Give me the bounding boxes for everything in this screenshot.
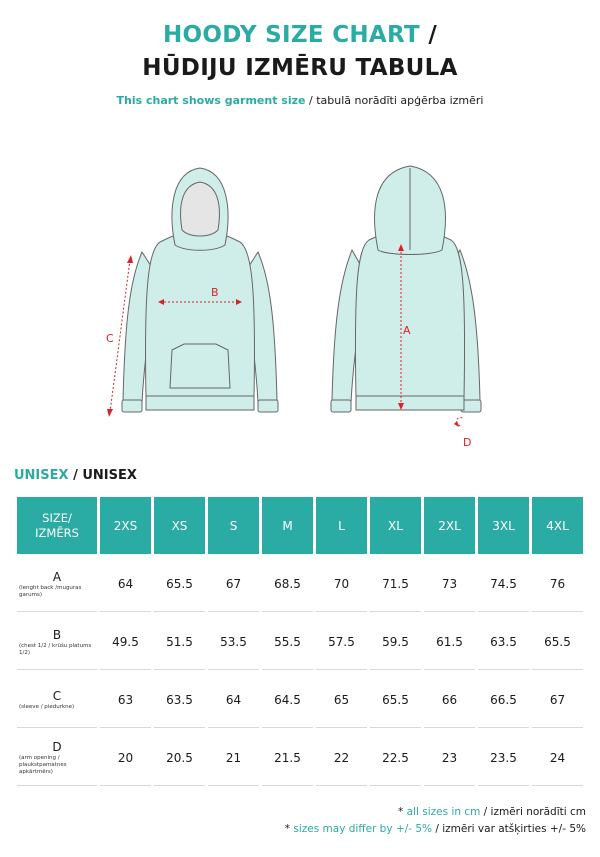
row-description: (chest 1/2 / krūšu platums 1/2) bbox=[19, 642, 92, 656]
table-cell: 63 bbox=[100, 673, 151, 728]
arrow-c-head-bottom bbox=[107, 409, 113, 417]
hood-opening bbox=[181, 182, 220, 236]
size-header-row bbox=[17, 497, 583, 554]
section-title-latvian: / UNISEX bbox=[68, 468, 137, 483]
size-header: 4XL bbox=[532, 497, 583, 554]
row-key: C bbox=[52, 689, 62, 703]
table-cell: 61.5 bbox=[424, 615, 475, 670]
note-star: * bbox=[284, 823, 294, 835]
back-left-cuff bbox=[331, 400, 351, 412]
back-hem bbox=[356, 396, 464, 410]
table-cell: 65.5 bbox=[370, 673, 421, 728]
table-cell: 67 bbox=[208, 557, 259, 612]
table-cell: 65 bbox=[316, 673, 367, 728]
table-cell: 73 bbox=[424, 557, 475, 612]
title-latvian: HŪDIJU IZMĒRU TABULA bbox=[142, 55, 458, 81]
label-c: C bbox=[106, 332, 114, 345]
arrow-d-head bbox=[454, 421, 459, 427]
table-cell: 66 bbox=[424, 673, 475, 728]
front-right-cuff bbox=[258, 400, 278, 412]
corner-label-2: IZMĒRS bbox=[35, 525, 79, 540]
table-cell: 64.5 bbox=[262, 673, 313, 728]
table-cell: 22 bbox=[316, 731, 367, 786]
table-cell: 65.5 bbox=[154, 557, 205, 612]
hoodie-front bbox=[122, 168, 278, 412]
table-cell: 21 bbox=[208, 731, 259, 786]
row-description: (arm opening / plaukstpamatnes apkārtmērs) bbox=[19, 755, 67, 775]
size-table bbox=[14, 494, 586, 789]
label-d: D bbox=[463, 436, 472, 449]
table-cell: 68.5 bbox=[262, 557, 313, 612]
size-header: XL bbox=[370, 497, 421, 554]
size-header: S bbox=[208, 497, 259, 554]
note-tolerance bbox=[285, 823, 586, 835]
table-cell: 65.5 bbox=[532, 615, 583, 670]
table-row bbox=[17, 615, 583, 670]
table-cell: 23.5 bbox=[478, 731, 529, 786]
section-title-english: UNISEX bbox=[14, 468, 69, 483]
table-row bbox=[17, 731, 583, 786]
row-header bbox=[17, 731, 97, 786]
table-cell: 71.5 bbox=[370, 557, 421, 612]
subtitle-english: This chart shows garment size bbox=[116, 94, 306, 107]
table-cell: 20 bbox=[100, 731, 151, 786]
front-pocket bbox=[170, 344, 230, 388]
table-cell: 59.5 bbox=[370, 615, 421, 670]
title-separator: / bbox=[420, 22, 438, 48]
table-cell: 53.5 bbox=[208, 615, 259, 670]
page-title bbox=[0, 22, 600, 48]
table-cell: 22.5 bbox=[370, 731, 421, 786]
table-cell: 55.5 bbox=[262, 615, 313, 670]
table-cell: 51.5 bbox=[154, 615, 205, 670]
size-header: 2XL bbox=[424, 497, 475, 554]
table-cell: 66.5 bbox=[478, 673, 529, 728]
table-row bbox=[17, 673, 583, 728]
table-cell: 49.5 bbox=[100, 615, 151, 670]
label-a: A bbox=[403, 324, 411, 337]
table-cell: 63.5 bbox=[478, 615, 529, 670]
note-tolerance-english: sizes may differ by +/- 5% bbox=[293, 823, 433, 835]
row-key: B bbox=[52, 627, 62, 642]
corner-header bbox=[17, 497, 97, 554]
arrow-c-head-top bbox=[127, 255, 133, 263]
note-units-latvian: / izmēri norādīti cm bbox=[480, 806, 586, 818]
size-header: XS bbox=[154, 497, 205, 554]
note-star: * bbox=[398, 806, 407, 818]
table-cell: 70 bbox=[316, 557, 367, 612]
table-cell: 24 bbox=[532, 731, 583, 786]
row-description: (sleeve / piedurkne) bbox=[19, 704, 75, 710]
row-header bbox=[17, 557, 97, 612]
row-key: D bbox=[52, 740, 62, 754]
note-units-english: all sizes in cm bbox=[406, 806, 481, 818]
hoodie-diagram bbox=[90, 150, 510, 450]
section-title bbox=[14, 468, 137, 483]
title-english: HOODY SIZE CHART bbox=[162, 22, 421, 48]
table-row bbox=[17, 557, 583, 612]
note-units bbox=[398, 806, 586, 818]
subtitle bbox=[0, 94, 600, 107]
corner-label-1: SIZE/ bbox=[42, 510, 72, 525]
size-header: M bbox=[262, 497, 313, 554]
size-header: 3XL bbox=[478, 497, 529, 554]
table-cell: 21.5 bbox=[262, 731, 313, 786]
row-header bbox=[17, 673, 97, 728]
row-description: (lenght back /muguras garums) bbox=[19, 584, 82, 598]
note-tolerance-latvian: / izmēri var atšķirties +/- 5% bbox=[432, 823, 586, 835]
row-header bbox=[17, 615, 97, 670]
subtitle-latvian: / tabulā norādīti apģērba izmēri bbox=[305, 94, 484, 107]
size-header: 2XS bbox=[100, 497, 151, 554]
size-header: L bbox=[316, 497, 367, 554]
table-cell: 63.5 bbox=[154, 673, 205, 728]
front-hem bbox=[146, 396, 254, 410]
front-left-cuff bbox=[122, 400, 142, 412]
label-b: B bbox=[211, 286, 219, 299]
table-cell: 76 bbox=[532, 557, 583, 612]
table-cell: 23 bbox=[424, 731, 475, 786]
table-cell: 20.5 bbox=[154, 731, 205, 786]
hoodie-back bbox=[331, 166, 481, 412]
table-cell: 74.5 bbox=[478, 557, 529, 612]
row-key: A bbox=[52, 569, 62, 584]
table-cell: 64 bbox=[100, 557, 151, 612]
table-cell: 57.5 bbox=[316, 615, 367, 670]
table-cell: 64 bbox=[208, 673, 259, 728]
table-cell: 67 bbox=[532, 673, 583, 728]
